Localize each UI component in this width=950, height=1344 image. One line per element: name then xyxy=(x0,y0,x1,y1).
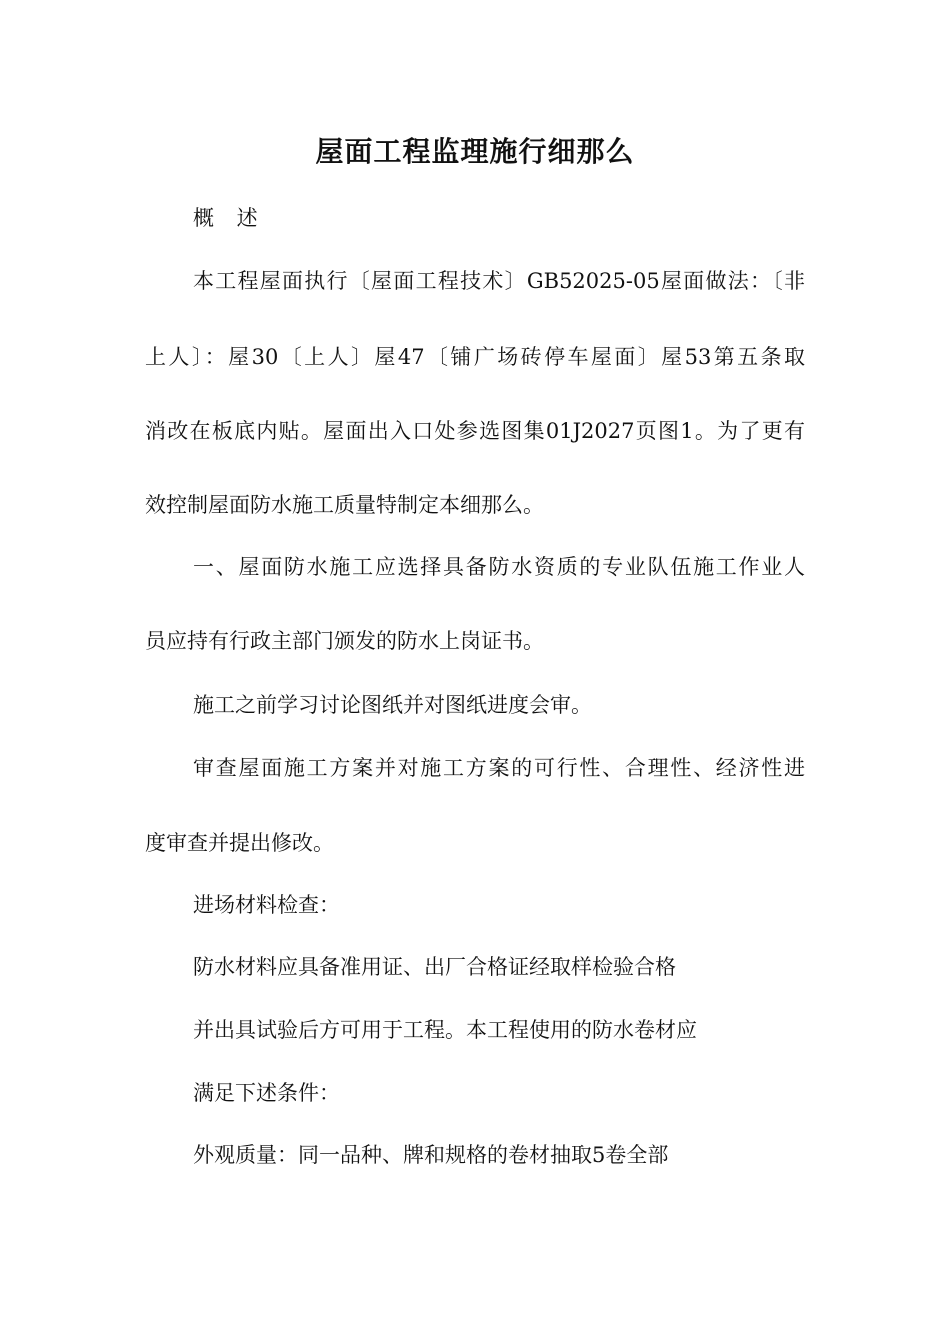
paragraph-line: 施工之前学习讨论图纸并对图纸进度会审。 xyxy=(193,693,592,717)
paragraph-line: 进场材料检查： xyxy=(193,893,340,917)
section-heading: 概 述 xyxy=(193,206,266,230)
paragraph-line: 消改在板底内贴。屋面出入口处参选图集01J2027页图1。为了更有 xyxy=(145,419,805,443)
paragraph-line: 一、屋面防水施工应选择具备防水资质的专业队伍施工作业人 xyxy=(193,555,805,579)
paragraph-line: 员应持有行政主部门颁发的防水上岗证书。 xyxy=(145,629,544,653)
paragraph-line: 满足下述条件： xyxy=(193,1081,340,1105)
paragraph-line: 本工程屋面执行〔屋面工程技术〕GB52025-05屋面做法：〔非 xyxy=(193,269,805,293)
paragraph-line: 效控制屋面防水施工质量特制定本细那么。 xyxy=(145,493,544,517)
paragraph-line: 上人〕：屋30〔上人〕屋47〔铺广场砖停车屋面〕屋53第五条取 xyxy=(145,345,805,369)
paragraph-line: 防水材料应具备准用证、出厂合格证经取样检验合格 xyxy=(193,955,676,979)
paragraph-line: 外观质量：同一品种、牌和规格的卷材抽取5卷全部 xyxy=(193,1143,669,1167)
paragraph-line: 并出具试验后方可用于工程。本工程使用的防水卷材应 xyxy=(193,1018,697,1042)
document-title: 屋面工程监理施行细那么 xyxy=(315,135,635,168)
paragraph-line: 度审查并提出修改。 xyxy=(145,831,334,855)
paragraph-line: 审查屋面施工方案并对施工方案的可行性、合理性、经济性进 xyxy=(193,756,805,780)
